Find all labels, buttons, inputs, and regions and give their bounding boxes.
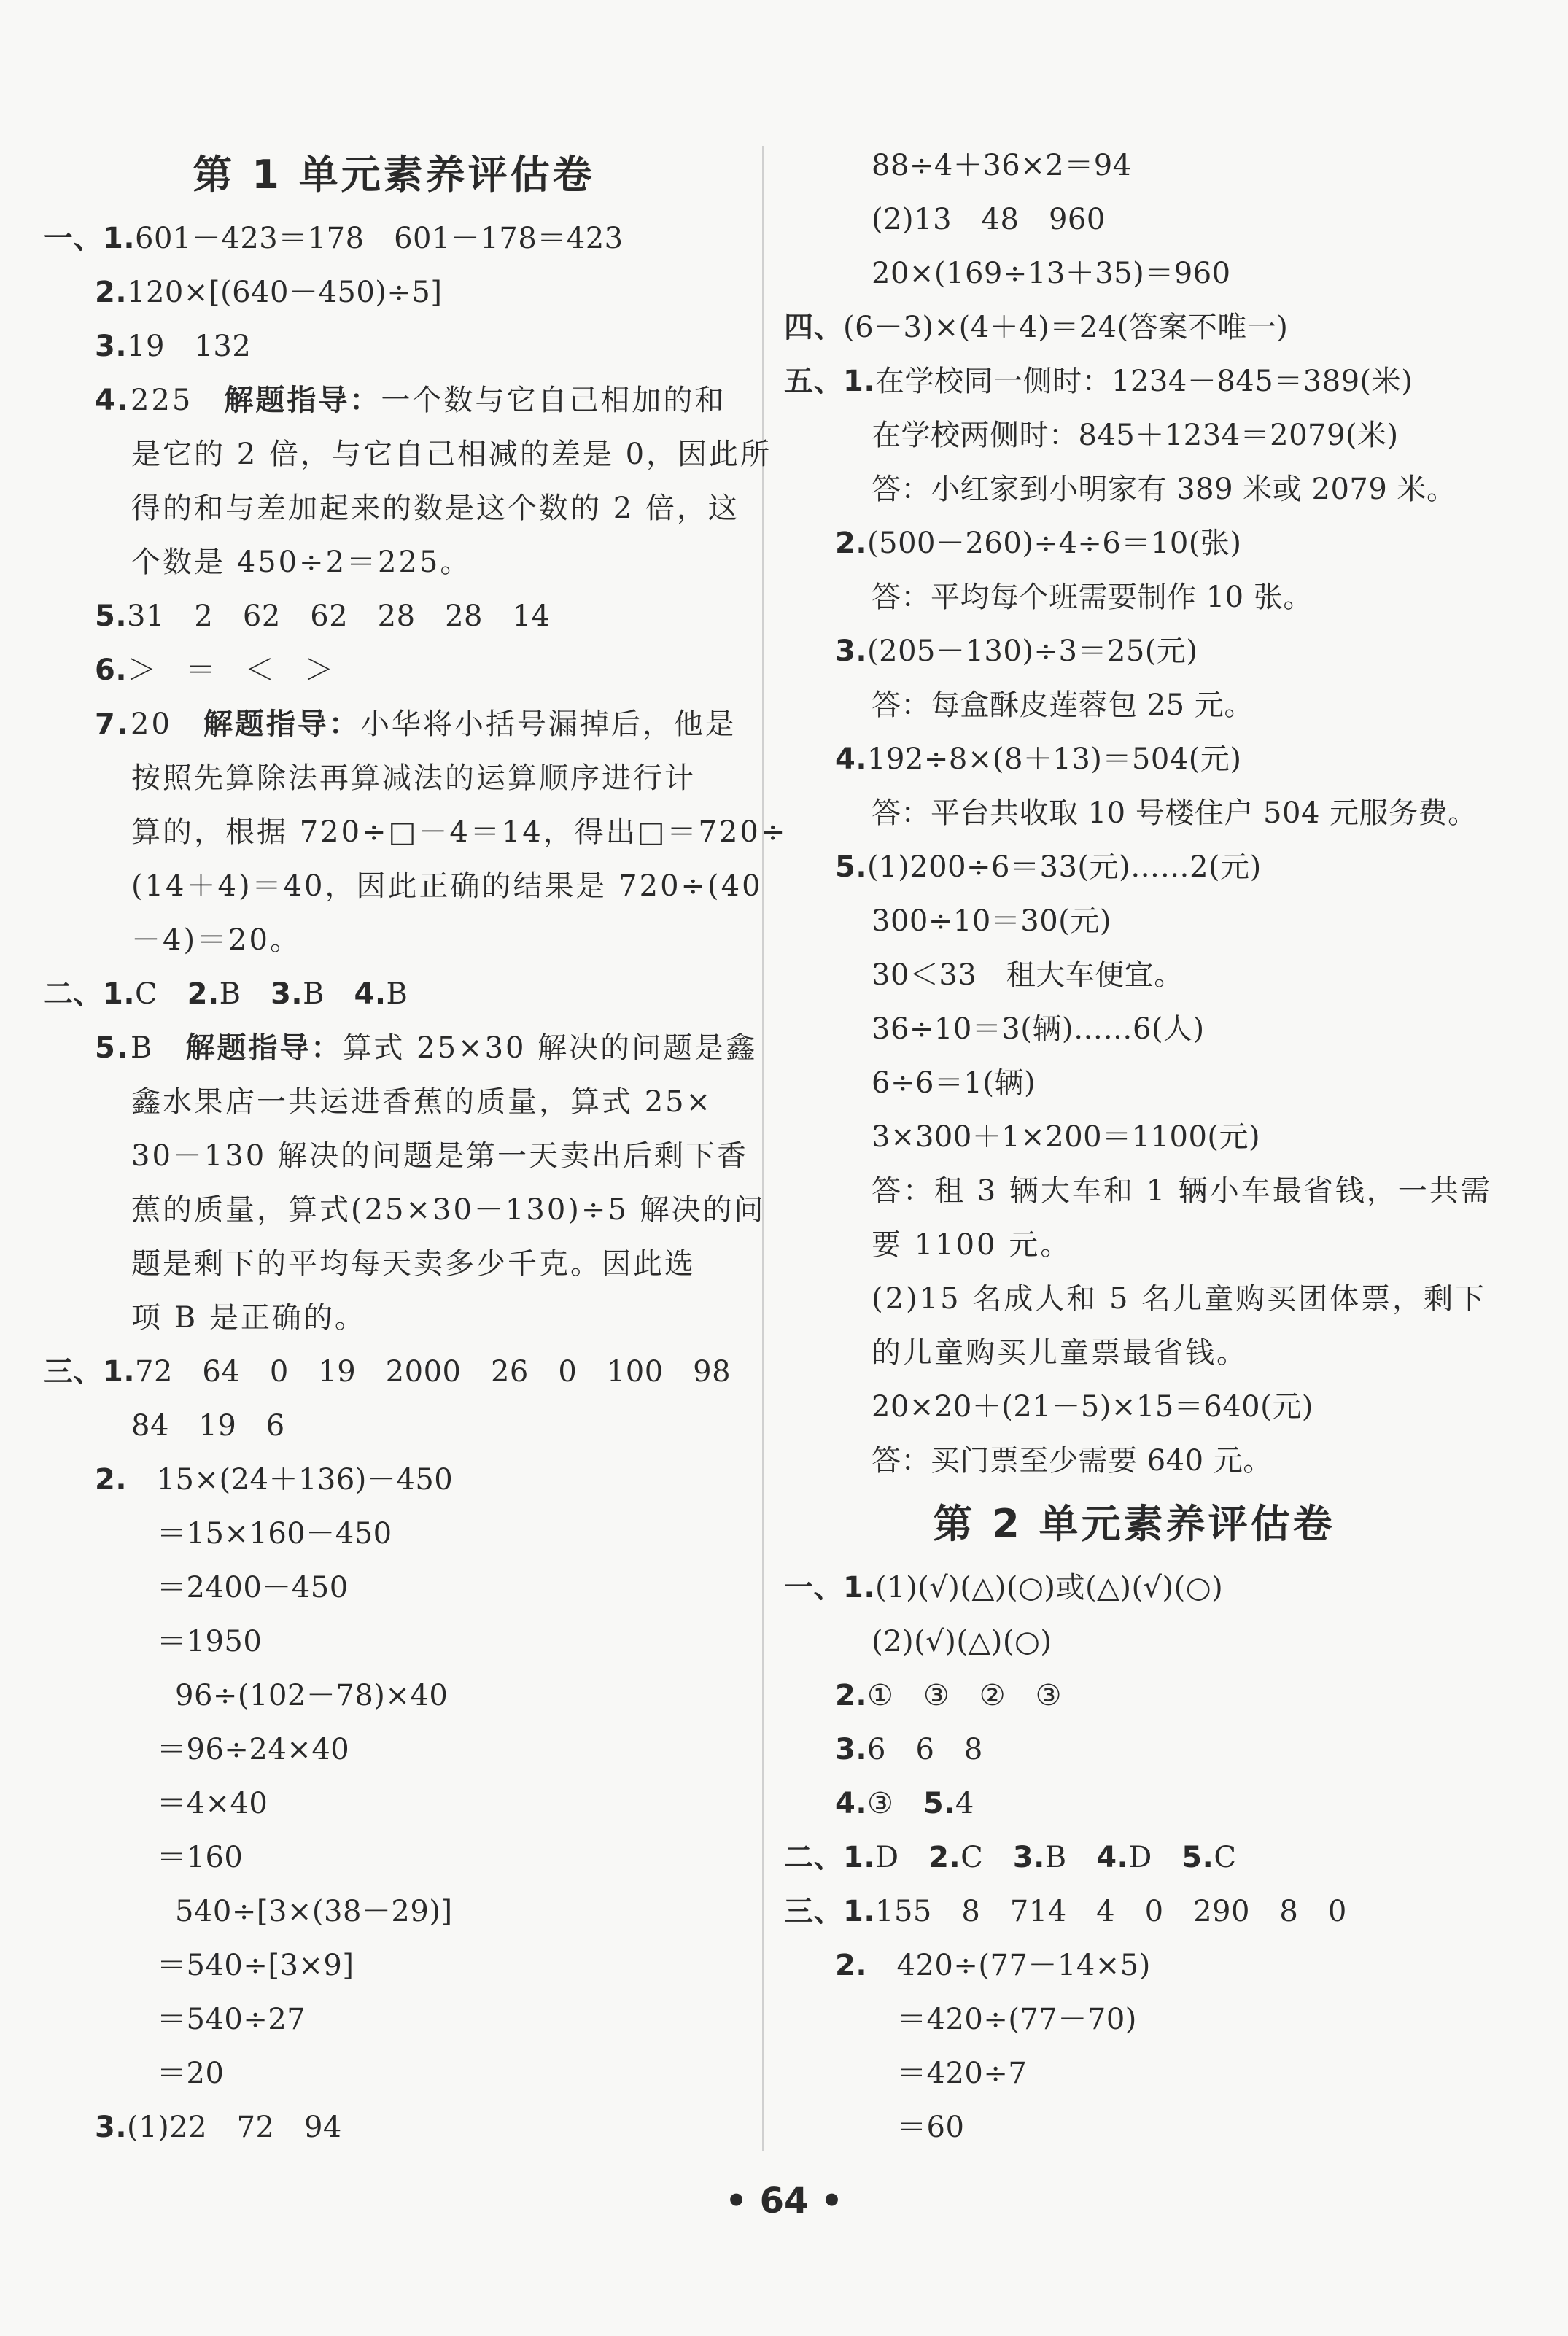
section-title	[784, 1488, 1484, 1561]
left-column	[44, 139, 788, 2154]
answer-text: 84 19 6	[131, 1409, 285, 1443]
item-number: 解题指导：	[224, 384, 381, 417]
answer-text: 在学校两侧时：845＋1234＝2079(米)	[872, 419, 1399, 452]
item-number: 二、1.	[784, 1841, 876, 1874]
answer-text: B	[131, 1031, 186, 1065]
answer-text: 项 B 是正确的。	[131, 1301, 366, 1335]
answer-line	[44, 1723, 744, 1777]
answer-text: ＝20	[157, 2057, 225, 2090]
answer-line	[784, 408, 1484, 462]
item-number: 解题指导：	[185, 1031, 343, 1065]
answer-line	[44, 751, 744, 805]
item-number: 5.	[95, 599, 128, 633]
answer-text: 答：租 3 辆大车和 1 辆小车最省钱，一共需	[872, 1174, 1492, 1208]
answer-line	[44, 643, 744, 697]
answer-text: ＝15×160－450	[157, 1517, 392, 1551]
answer-text: 31 2 62 62 28 28 14	[127, 599, 551, 633]
item-number: 三、1.	[784, 1895, 876, 1928]
answer-line	[784, 1885, 1484, 1939]
answer-line	[44, 1075, 744, 1129]
page-number: • 64 •	[725, 2181, 843, 2221]
answer-line	[44, 1183, 766, 1237]
answer-text: 36÷10＝3(辆)……6(人)	[872, 1012, 1205, 1046]
item-number: 2.	[95, 276, 128, 309]
answer-text: (500－260)÷4÷6＝10(张)	[867, 527, 1242, 560]
item-number: 4.	[835, 1787, 868, 1820]
answer-line	[44, 427, 772, 481]
answer-line	[44, 805, 788, 859]
item-number: 2.	[835, 1679, 868, 1712]
answer-text: 答：每盒酥皮莲蓉包 25 元。	[872, 688, 1254, 722]
answer-line	[784, 1831, 1484, 1885]
answer-text: ＝540÷[3×9]	[157, 1949, 354, 1982]
answer-text: 按照先算除法再算减法的运算顺序进行计	[131, 761, 696, 795]
item-number: 三、1.	[44, 1355, 136, 1389]
item-number: 2.	[928, 1841, 961, 1874]
answer-text: 192÷8×(8＋13)＝504(元)	[867, 742, 1242, 776]
item-number: 5.	[835, 850, 868, 884]
item-number: 5.	[923, 1787, 955, 1820]
answer-text: ＝2400－450	[157, 1571, 349, 1604]
answer-text: 20	[131, 707, 203, 741]
item-number: 7.	[95, 707, 131, 741]
item-number: 解题指导：	[203, 707, 360, 741]
answer-text: 题是剩下的平均每天卖多少千克。因此选	[131, 1247, 696, 1281]
answer-line	[784, 1110, 1484, 1164]
answer-text: B	[1044, 1841, 1097, 1874]
answer-line	[44, 2100, 744, 2154]
answer-line	[784, 193, 1484, 247]
answer-text: ① ③ ② ③	[867, 1679, 1062, 1712]
answer-text: (14＋4)＝40，因此正确的结果是 720÷(40	[131, 869, 763, 903]
answer-text: (1)22 72 94	[127, 2111, 342, 2144]
answer-line	[784, 354, 1484, 408]
item-number: 3.	[835, 1733, 868, 1766]
answer-line	[44, 913, 744, 967]
answer-text: (2)(√)(△)(○)	[872, 1625, 1052, 1658]
answer-text: ③	[867, 1787, 923, 1820]
section-title	[44, 139, 744, 212]
answer-text: ＝540÷27	[157, 2003, 306, 2036]
answer-text: ＝1950	[157, 1625, 263, 1658]
answer-text: 鑫水果店一共运进香蕉的质量，算式 25×	[131, 1085, 713, 1119]
answer-text: B	[219, 977, 271, 1011]
answer-line	[44, 1507, 744, 1561]
answer-line	[784, 1272, 1487, 1326]
answer-line	[44, 1831, 744, 1885]
answer-text: 96÷(102－78)×40	[175, 1679, 449, 1712]
right-column	[784, 139, 1492, 2154]
answer-line	[784, 300, 1484, 354]
answer-line	[784, 624, 1484, 678]
answer-line	[784, 1939, 1484, 1992]
answer-line	[44, 535, 744, 589]
answer-text: ＝4×40	[157, 1787, 268, 1820]
answer-line	[44, 1399, 744, 1453]
item-number: 2.	[187, 977, 220, 1011]
item-number: 4.	[835, 742, 868, 776]
answer-text: 第 1 单元素养评估卷	[193, 152, 595, 198]
answer-text: 答：买门票至少需要 640 元。	[872, 1444, 1273, 1478]
answer-text: 30＜33 租大车便宜。	[872, 958, 1184, 992]
answer-line	[44, 1129, 748, 1183]
item-number: 二、1.	[44, 977, 136, 1011]
answer-line	[44, 859, 763, 913]
answer-text: 72 64 0 19 2000 26 0 100 98	[135, 1355, 731, 1389]
item-number: 2.	[95, 1463, 128, 1497]
answer-text: ＝160	[157, 1841, 244, 1874]
answer-text: 88÷4＋36×2＝94	[872, 149, 1132, 182]
answer-text: 3×300＋1×200＝1100(元)	[872, 1120, 1261, 1154]
item-number: 四、	[784, 311, 843, 344]
answer-text: 6÷6＝1(辆)	[872, 1066, 1036, 1100]
answer-line	[44, 1561, 744, 1615]
answer-line	[784, 1723, 1484, 1777]
answer-line	[44, 1237, 744, 1291]
answer-text: 蕉的质量，算式(25×30－130)÷5 解决的问	[131, 1193, 766, 1227]
answer-line	[44, 1992, 744, 2046]
answer-line	[784, 894, 1484, 948]
answer-line	[44, 2046, 744, 2100]
item-number: 一、1.	[44, 222, 136, 255]
answer-text: 15×(24＋136)－450	[127, 1463, 454, 1497]
answer-line	[784, 2100, 1484, 2154]
answer-text: 得的和与差加起来的数是这个数的 2 倍，这	[131, 492, 740, 525]
answer-text: 小华将小括号漏掉后，他是	[360, 707, 737, 741]
answer-text: (2)15 名成人和 5 名儿童购买团体票，剩下	[872, 1282, 1487, 1316]
item-number: 4.	[95, 384, 131, 417]
answer-text: 算的，根据 720÷□－4＝14，得出□＝720÷	[131, 815, 788, 849]
answer-line	[784, 1002, 1484, 1056]
answer-line	[784, 1434, 1484, 1488]
answer-text: C	[135, 977, 187, 1011]
answer-text: ＝420÷7	[897, 2057, 1028, 2090]
answer-text: (205－130)÷3＝25(元)	[867, 635, 1198, 668]
answer-text: B	[386, 977, 408, 1011]
answer-text: ＞ ＝ ＜ ＞	[127, 653, 334, 687]
answer-line	[784, 570, 1484, 624]
answer-text: 225	[131, 384, 225, 417]
answer-line	[44, 319, 744, 373]
answer-text: 300÷10＝30(元)	[872, 904, 1111, 938]
item-number: 2.	[835, 527, 868, 560]
answer-text: 540÷[3×(38－29)]	[175, 1895, 453, 1928]
answer-text: 算式 25×30 解决的问题是鑫	[342, 1031, 758, 1065]
answer-line	[784, 1218, 1484, 1272]
answer-line	[784, 786, 1484, 840]
item-number: 3.	[835, 635, 868, 668]
answer-line	[784, 1777, 1484, 1831]
answer-line	[784, 247, 1484, 300]
answer-text: D	[875, 1841, 929, 1874]
item-number: 3.	[95, 330, 128, 363]
answer-line	[784, 1615, 1484, 1669]
answer-line	[44, 1939, 744, 1992]
answer-text: 601－423＝178 601－178＝423	[135, 222, 624, 255]
answer-text: 20×20＋(21－5)×15＝640(元)	[872, 1390, 1313, 1424]
item-number: 5.	[1181, 1841, 1214, 1874]
answer-line	[44, 697, 744, 751]
answer-line	[784, 1561, 1484, 1615]
item-number: 2.	[835, 1949, 868, 1982]
answer-text: 6 6 8	[867, 1733, 983, 1766]
answer-text: 30－130 解决的问题是第一天卖出后剩下香	[131, 1139, 748, 1173]
answer-line	[784, 678, 1484, 732]
answer-line	[44, 1885, 744, 1939]
answer-text: 答：平均每个班需要制作 10 张。	[872, 581, 1313, 614]
answer-text: D	[1128, 1841, 1182, 1874]
answer-text: 155 8 714 4 0 290 8 0	[875, 1895, 1347, 1928]
answer-line	[44, 1777, 744, 1831]
answer-line	[44, 373, 744, 427]
answer-line	[784, 2046, 1484, 2100]
answer-text: 19 132	[127, 330, 252, 363]
answer-line	[784, 1164, 1492, 1218]
answer-text: B	[303, 977, 354, 1011]
answer-text: 4	[955, 1787, 974, 1820]
answer-line	[44, 1021, 758, 1075]
answer-text: ＝96÷24×40	[157, 1733, 350, 1766]
answer-line	[784, 1056, 1484, 1110]
answer-text: ＝60	[897, 2111, 965, 2144]
answer-line	[784, 139, 1484, 193]
answer-line	[44, 589, 744, 643]
answer-text: 要 1100 元。	[872, 1228, 1072, 1262]
answer-text: (2)13 48 960	[872, 203, 1106, 236]
answer-text: 20×(169÷13＋35)＝960	[872, 257, 1231, 290]
answer-text: 个数是 450÷2＝225。	[131, 546, 472, 579]
answer-text: (1)200÷6＝33(元)……2(元)	[867, 850, 1262, 884]
answer-line	[784, 1669, 1484, 1723]
answer-line	[44, 967, 744, 1021]
answer-line	[784, 1380, 1484, 1434]
answer-line	[784, 840, 1484, 894]
answer-line	[44, 1615, 744, 1669]
answer-text: 420÷(77－14×5)	[867, 1949, 1151, 1982]
answer-text: C	[960, 1841, 1013, 1874]
answer-line	[784, 948, 1484, 1002]
answer-text: 答：平台共收取 10 号楼住户 504 元服务费。	[872, 796, 1478, 830]
answer-text: 第 2 单元素养评估卷	[933, 1501, 1335, 1547]
answer-text: (1)(√)(△)(○)或(△)(√)(○)	[875, 1571, 1224, 1604]
answer-text: 是它的 2 倍，与它自己相减的差是 0，因此所	[131, 438, 772, 471]
item-number: 3.	[1012, 1841, 1045, 1874]
item-number: 3.	[95, 2111, 128, 2144]
answer-line	[44, 1453, 744, 1507]
item-number: 5.	[95, 1031, 131, 1065]
item-number: 4.	[1096, 1841, 1129, 1874]
answer-line	[784, 516, 1484, 570]
answer-text: 的儿童购买儿童票最省钱。	[872, 1336, 1248, 1370]
answer-text: ＝420÷(77－70)	[897, 2003, 1137, 2036]
answer-text: 答：小红家到小明家有 389 米或 2079 米。	[872, 473, 1456, 506]
item-number: 6.	[95, 653, 128, 687]
answer-line	[784, 462, 1484, 516]
answer-line	[44, 481, 744, 535]
answer-line	[44, 212, 744, 265]
answer-line	[44, 265, 744, 319]
answer-line	[44, 1669, 744, 1723]
answer-line	[784, 732, 1484, 786]
answer-text: (6－3)×(4＋4)＝24(答案不唯一)	[843, 311, 1289, 344]
answer-line	[784, 1992, 1484, 2046]
answer-line	[44, 1345, 744, 1399]
item-number: 一、1.	[784, 1571, 876, 1604]
answer-text: 在学校同一侧时：1234－845＝389(米)	[875, 365, 1413, 398]
answer-text: －4)＝20。	[131, 923, 301, 957]
answer-text: 一个数与它自己相加的和	[381, 384, 726, 417]
item-number: 3.	[271, 977, 303, 1011]
answer-text: 120×[(640－450)÷5]	[127, 276, 443, 309]
answer-line	[44, 1291, 744, 1345]
answer-line	[784, 1326, 1484, 1380]
item-number: 五、1.	[784, 365, 876, 398]
item-number: 4.	[354, 977, 387, 1011]
answer-text: C	[1214, 1841, 1237, 1874]
